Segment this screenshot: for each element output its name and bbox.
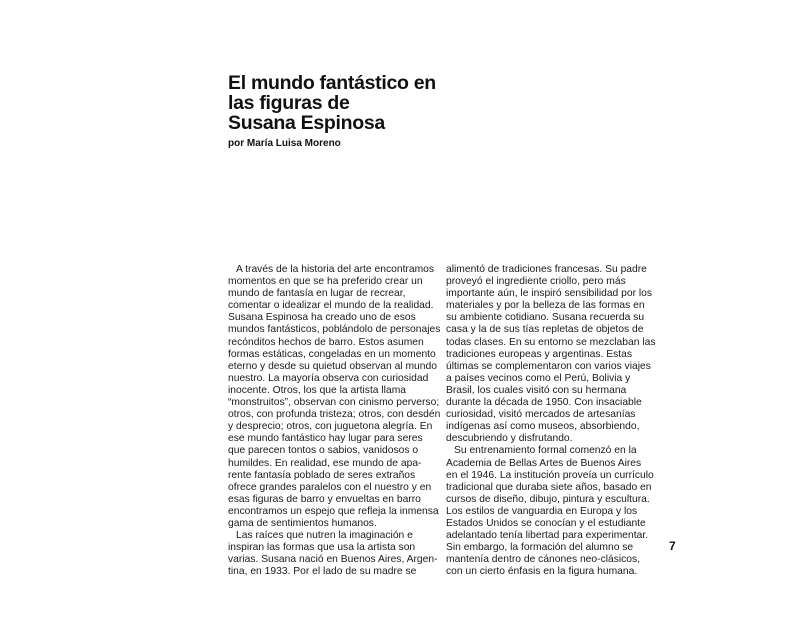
- text-line: cursos de diseño, dibujo, pintura y escultura.: [446, 493, 650, 505]
- text-line: A través de la historia del arte encontramos: [236, 264, 435, 275]
- text-line: indígenas así como museos, absorbiendo,: [446, 421, 640, 433]
- text-line: gama de sentimientos humanos.: [228, 517, 377, 529]
- text-line: inspiran las formas que usa la artista son: [228, 542, 416, 554]
- text-line: Sin embargo, la formación del alumno se: [446, 542, 634, 554]
- text-line: Las raíces que nutren la imaginación e: [236, 530, 413, 542]
- text-line: ese mundo fantástico hay lugar para seres: [228, 433, 423, 445]
- text-line: Los estilos de vanguardia en Europa y los: [446, 505, 638, 517]
- text-line: esas figuras de barro y envueltas en barro: [228, 493, 421, 505]
- text-line: materiales y por la belleza de las formas en: [446, 300, 645, 312]
- text-line: su ambiente cotidiano. Susana recuerda su: [446, 312, 645, 324]
- text-line: encontramos un espejo que refleja la inmensa: [228, 505, 439, 517]
- text-line: comentar o idealizar el mundo de la realidad.: [228, 300, 434, 312]
- text-line: “monstruitos”, observan con cinismo perverso;: [228, 397, 440, 409]
- text-column-right: [446, 264, 656, 578]
- text-line: durante la década de 1950. Con insaciable: [446, 397, 642, 409]
- text-column-left: [228, 264, 441, 578]
- text-line: inocente. Otros, los que la artista llama: [228, 384, 406, 396]
- text-line: y desprecio; otros, con juguetona alegría. En: [228, 421, 433, 433]
- text-line: con un cierto énfasis en la figura humana.: [446, 566, 638, 578]
- text-line: adelantado tenía libertad para experimentar.: [446, 530, 649, 542]
- article-title: [228, 73, 436, 133]
- text-line: varias. Susana nació en Buenos Aires, Argen-: [228, 554, 438, 566]
- byline: por María Luisa Moreno: [228, 138, 341, 149]
- text-line: mundos fantásticos, poblándolo de personajes: [228, 324, 441, 336]
- text-line: Su entrenamiento formal comenzó en la: [454, 445, 637, 457]
- text-line: formas estáticas, congeladas en un momento: [228, 348, 436, 360]
- text-line: casa y la de sus tías repletas de objetos de: [446, 324, 644, 336]
- text-line: rente fantasía poblado de seres extraños: [228, 469, 416, 481]
- text-line: curiosidad, visitó mercados de artesanías: [446, 409, 636, 421]
- title-line: El mundo fantástico en: [228, 72, 436, 94]
- text-line: tradicional que duraba siete años, basado en: [446, 481, 652, 493]
- text-line: importante aún, le inspiró sensibilidad por los: [446, 288, 653, 300]
- text-line: todas clases. En su entorno se mezclaban las: [446, 336, 656, 348]
- text-line: descubriendo y disfrutando.: [446, 433, 573, 445]
- text-line: humildes. En realidad, ese mundo de apa-: [228, 457, 422, 469]
- text-line: Estados Unidos se conocían y el estudiante: [446, 517, 646, 529]
- text-line: alimentó de tradiciones francesas. Su padre: [446, 264, 647, 275]
- text-line: nuestro. La mayoría observa con curiosidad: [228, 372, 429, 384]
- text-line: tina, en 1933. Por el lado de su madre se: [228, 566, 417, 578]
- text-line: ofrece grandes paralelos con el nuestro y en: [228, 481, 432, 493]
- text-line: momentos en que se ha preferido crear un: [228, 276, 423, 288]
- text-line: Susana Espinosa ha creado uno de esos: [228, 312, 416, 324]
- text-line: últimas se complementaron con varios viajes: [446, 360, 651, 372]
- text-line: mantenía dentro de cánones neo-clásicos,: [446, 554, 641, 566]
- text-line: recónditos hechos de barro. Estos asumen: [228, 336, 424, 348]
- title-line: las figuras de: [228, 92, 350, 114]
- text-line: otros, con profunda tristeza; otros, con desdén: [228, 409, 441, 421]
- text-line: tradiciones europeas y argentinas. Estas: [446, 348, 633, 360]
- text-line: Brasil, los cuales visitó con su hermana: [446, 384, 627, 396]
- text-line: eterno y desde su quietud observan al mundo: [228, 360, 437, 372]
- text-line: que parecen tontos o sabios, vanidosos o: [228, 445, 419, 457]
- text-line: mundo de fantasía en lugar de recrear,: [228, 288, 406, 300]
- title-line: Susana Espinosa: [228, 112, 385, 134]
- text-line: proveyó el ingrediente criollo, pero más: [446, 276, 626, 288]
- text-line: a países vecinos como el Perú, Bolivia y: [446, 372, 631, 384]
- page-number: 7: [669, 539, 676, 553]
- text-line: en el 1946. La institución proveía un currículo: [446, 469, 654, 481]
- text-line: Academia de Bellas Artes de Buenos Aires: [446, 457, 642, 469]
